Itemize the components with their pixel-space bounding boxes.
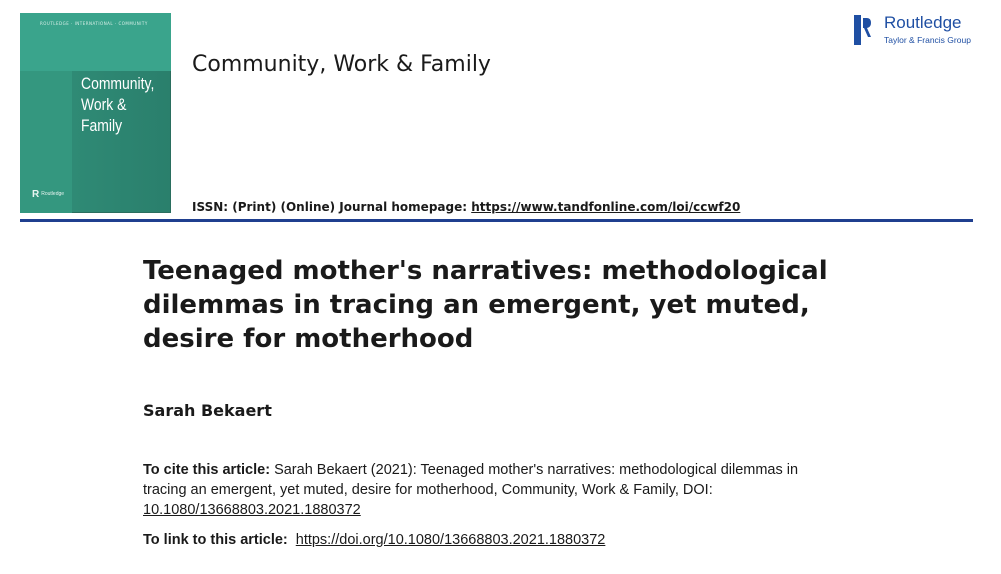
article-url-link[interactable]: https://doi.org/10.1080/13668803.2021.1880372 bbox=[295, 532, 606, 548]
logo-name: Routledge bbox=[884, 13, 962, 32]
article-title: Teenaged mother's narratives: methodological dilemmas in tracing an emergent, yet muted, desire for motherhood bbox=[143, 256, 828, 354]
cover-publisher bbox=[32, 191, 64, 198]
cite-label: To cite this article: bbox=[143, 462, 271, 478]
routledge-logo bbox=[854, 13, 978, 49]
cover-routledge-r-icon: R bbox=[32, 189, 40, 200]
citation-block bbox=[143, 460, 843, 520]
journal-homepage-link[interactable]: https://www.tandfonline.com/loi/ccwf20 bbox=[471, 200, 741, 214]
article-author: Sarah Bekaert bbox=[143, 401, 272, 420]
issn-text: ISSN: (Print) (Online) Journal homepage: bbox=[192, 200, 472, 214]
cover-publisher-name: Routledge bbox=[41, 191, 65, 197]
cover-title: Community, Work & Family bbox=[81, 74, 155, 135]
cite-text: Sarah Bekaert (2021): Teenaged mother's narratives: methodological dilemmas in tracing an emergent, yet muted, desire for motherhood, Community, Work & Family, DOI: bbox=[143, 462, 799, 498]
journal-cover-image bbox=[20, 13, 171, 213]
doi-link[interactable]: 10.1080/13668803.2021.1880372 bbox=[143, 502, 361, 518]
link-label: To link to this article: bbox=[143, 532, 288, 548]
issn-line bbox=[192, 200, 740, 214]
logo-group: Taylor & Francis Group bbox=[884, 35, 971, 45]
routledge-logo-icon bbox=[854, 15, 872, 45]
header-divider bbox=[20, 219, 973, 222]
journal-title: Community, Work & Family bbox=[192, 52, 491, 77]
cover-series-text: ROUTLEDGE · INTERNATIONAL · COMMUNITY bbox=[40, 21, 148, 26]
article-link-line bbox=[143, 532, 605, 548]
